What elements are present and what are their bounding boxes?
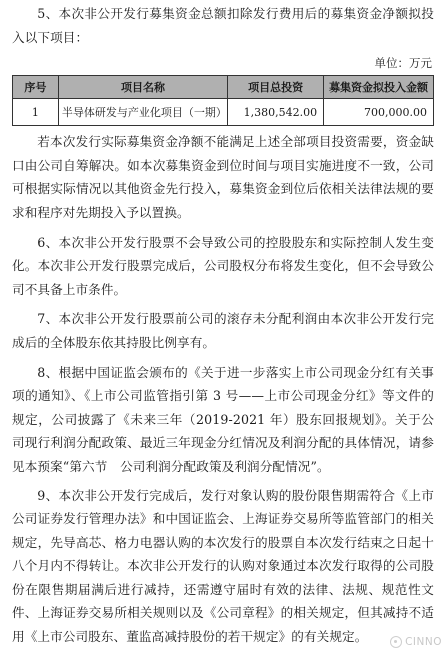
header-index: 序号	[13, 76, 59, 99]
watermark	[390, 636, 442, 648]
paragraph-fund-gap: 若本次发行实际募集资金净额不能满足上述全部项目投资需要，资金缺口由公司自筹解决。如本次募集资金到位时间与项目实施进度不一致，公司可根据实际情况以其他资金先行投入，募集资金到位后依相关法律法规的要求和程序对先期投入予以置换。	[12, 134, 434, 220]
paragraph-item-7: 7、本次非公开发行股票前公司的滚存未分配利润由本次非公开发行完成后的全体股东依其持股比例享有。	[12, 311, 434, 350]
table-header-row	[13, 76, 434, 99]
wechat-icon	[390, 636, 402, 648]
unit-label: 单位：万元	[374, 56, 432, 71]
cell-raised-funds: 700,000.00	[324, 99, 434, 126]
paragraph-item-5: 5、本次非公开发行募集资金总额扣除发行费用后的募集资金净额拟投入以下项目：	[12, 6, 434, 45]
header-project-name: 项目名称	[58, 76, 227, 99]
header-total-investment: 项目总投资	[228, 76, 324, 99]
paragraph-item-8: 8、根据中国证监会颁布的《关于进一步落实上市公司现金分红有关事项的通知》、《上市公司监管指引第 3 号——上市公司现金分红》等文件的规定，公司披露了《未来三年（2019-2021 年）股东回报规划》。关于公司现行利润分配政策、最近三年现金分红情况及利润分配的具体情况，请参见本预案“第六节 公司利润分配政策及利润分配情况”。	[12, 364, 434, 474]
cell-index: 1	[13, 99, 59, 126]
cell-project-name: 半导体研发与产业化项目（一期）	[58, 99, 227, 126]
watermark-text: CINNO	[405, 636, 442, 648]
paragraph-item-6: 6、本次非公开发行股票不会导致公司的控股股东和实际控制人发生变化。本次非公开发行股票完成后，公司股权分布将发生变化，但不会导致公司不具备上市条件。	[12, 234, 434, 297]
header-raised-funds: 募集资金拟投入金额	[324, 76, 434, 99]
table-row	[13, 99, 434, 126]
cell-total-investment: 1,380,542.00	[228, 99, 324, 126]
paragraph-item-9: 9、本次非公开发行完成后，发行对象认购的股份限售期需符合《上市公司证券发行管理办法》和中国证监会、上海证券交易所等监管部门的相关规定，先导高芯、格力电器认购的本次发行的股票自本次发行结束之日起十八个月内不得转让。本次非公开发行的认购对象通过本次发行取得的公司股份在限售期届满后进行减持，还需遵守届时有效的法律、法规、规范性文件、上海证券交易所相关规则以及《公司章程》的相关规定，但其减持不适用《上市公司股东、董监高减持股份的若干规定》的有关规定。	[12, 487, 434, 645]
fund-usage-table	[12, 75, 434, 126]
